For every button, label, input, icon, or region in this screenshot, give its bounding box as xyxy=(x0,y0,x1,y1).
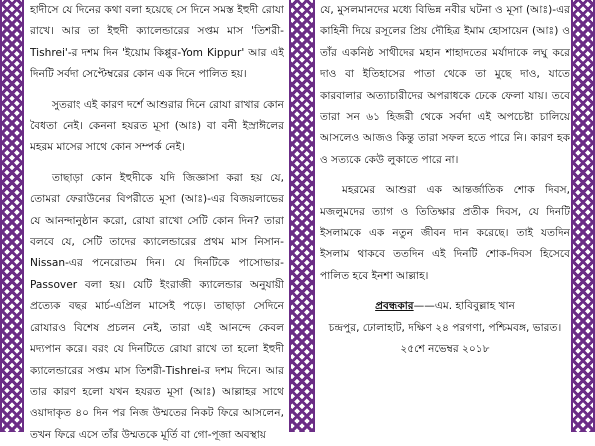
paragraph-2: সুতরাং এই কারণ দর্শে আশুরার দিনে রোযা রাখার কোন বৈধতা নেই। কেননা হযরত মূসা (আঃ) বা বনী ইস্রাঈলের মহরম মাসের সাথে কোন সম্পর্ক নেই। xyxy=(30,98,284,154)
author-line xyxy=(320,296,570,317)
author-name: ——এম. হাবিবুল্লাহ খান xyxy=(413,300,515,313)
article-date: ২৫শে নভেম্বর ২০১৮ xyxy=(400,343,490,356)
left-text-column xyxy=(30,0,284,446)
right-decorative-border xyxy=(571,0,595,432)
paragraph-5: মহরমের আশুরা এক আন্তর্জাতিক শোক দিবস, মজলুমদের ত্যাগ ও তিতিক্ষার প্রতীক দিবস, যে দিনটি ইসলামকে এক নতুন জীবন দান করেছে। তাই যতদিন ইসলাম থাকবে ততদিন এই দিনটি শোক-দিবস হিসেবে পালিত হবে ইনশা আল্লাহ। xyxy=(320,184,570,282)
paragraph-4: যে, মুসলমানদের মধ্যে বিভিন্ন নবীর ঘটনা ও মূসা (আঃ)-এর কাহিনী দিয়ে রসূলের প্রিয় দৌহিত্র ইমাম হোসায়েন (আঃ) ও তাঁর একনিষ্ঠ সাথীদের মহান শাহাদতের মর্যাদাকে লঘু করে দাও বা ইতিহাসের পাতা থেকে তা মুছে দাও, যাতে কারবালার অত্যাচারীদের অপরাধকে ঢেকে ফেলা যায়। তবে তারা সন ৬১ হিজরী থেকে সর্বদা এই অপচেষ্টা চালিয়ে আসলেও আজও কিন্তু তারা সফল হতে পারে নি। কারণ হক ও সত্যকে কেউ লুকাতে পারে না। xyxy=(320,4,570,166)
left-decorative-border xyxy=(0,0,24,432)
center-decorative-border xyxy=(289,0,315,432)
author-label: প্রবন্ধকার xyxy=(375,300,414,313)
paragraph-1: হাদীসে যে দিনের কথা বলা হয়েছে সে দিনে সমস্ত ইহুদী রোযা রাখে। আর তা ইহুদী ক্যালেন্ডারের সপ্তম মাস 'তিশরী-Tishrei'-র দশম দিন 'ইয়োম কিপ্পুর-Yom Kippur' আর এই দিনটি সর্বদা সেপ্টেম্বরের কোন এক দিনে পালিত হয়। xyxy=(30,4,284,81)
paragraph-3: তাছাড়া কোন ইহুদীকে যদি জিজ্ঞাসা করা হয় যে, তোমরা ফেরাউনের বিপরীতে মূসা (আঃ)-এর বিজয়লাভের যে আনন্দানুষ্ঠান করো, রোযা রাখো সেটি কোন দিন? তারা বলবে যে, সেটি তাদের ক্যালেন্ডারের প্রথম মাস নিসান-Nissan-এর পনেরোতম দিন। যে দিনটিকে পাসোভার-Passover বলা হয়। যেটি ইংরাজী ক্যালেন্ডার অনুযায়ী প্রত্যেক বছর মার্চ-এপ্রিল মাসেই পড়ে। তাছাড়া সেদিনে রোযারও বিশেষ প্রচলন নেই, তারা এই আনন্দে কেবল মদ্যপান করে। বরং যে দিনটিতে রোযা রাখে তা হলো ইহুদী ক্যালেন্ডারের সপ্তম মাস তিশরী-Tishrei-র দশম দিনে। আর তার কারণ হলো যখন হযরত মূসা (আঃ) আল্লাহর সাথে ওয়াদাকৃত ৪০ দিন পর নিজ উম্মতের নিকট ফিরে আসলেন, তখন ফিরে এসে তাঁর উম্মতকে মূর্তি বা গো-পূজা অবস্থায় xyxy=(30,171,284,441)
right-text-column xyxy=(320,0,570,361)
author-address: চন্দ্রপুর, ঢোলাহাট, দক্ষিণ ২৪ পরগণা, পশ্চিমবঙ্গ, ভারত। xyxy=(328,321,562,334)
